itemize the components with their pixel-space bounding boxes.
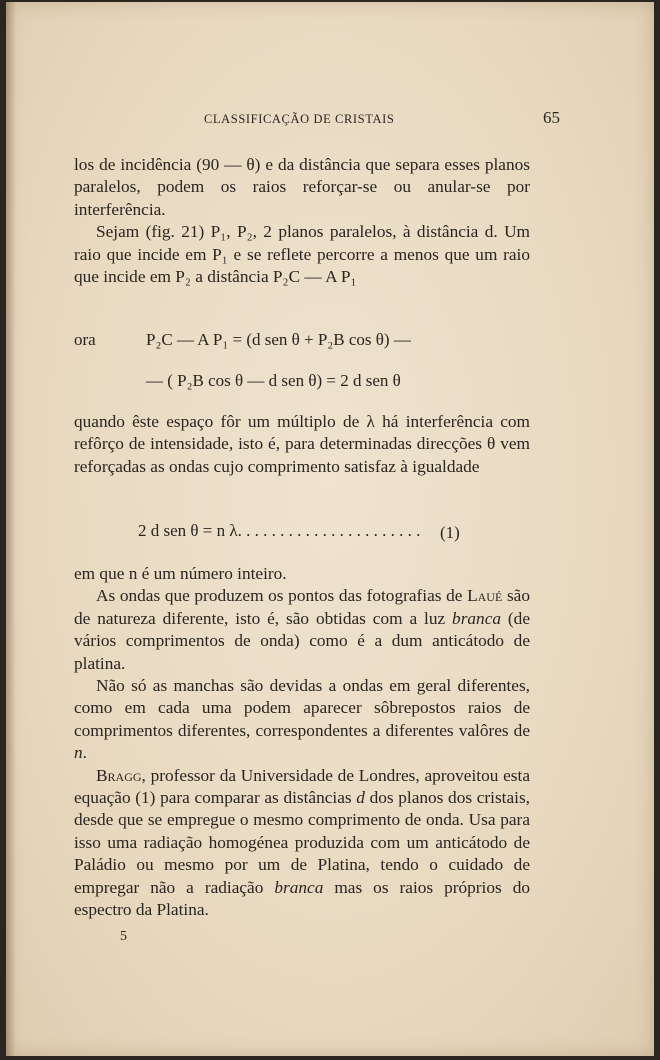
running-title: CLASSIFICAÇÃO DE CRISTAIS xyxy=(204,112,395,126)
paragraph-laue xyxy=(74,585,530,675)
laue-text-a: As ondas que produzem os pontos das fotografias de xyxy=(96,586,463,606)
bragg-text-b: dos planos dos cristais, desde que se empregue o mesmo comprimento de onda. Usa para isso uma radiação homogénea produzida com um anticátodo de Paládio ou mesmo por um de Platina, tendo o cuidado de empregar não a radiação xyxy=(74,788,530,897)
text-block-2 xyxy=(74,411,530,478)
italic-n: n xyxy=(74,743,83,763)
emphasis-branca: branca xyxy=(452,608,502,628)
running-header xyxy=(74,108,560,130)
paragraph-quando: quando êste espaço fôr um múltiplo de λ há interferência com refôrço de intensidade, isto é, para determinadas direcções θ vem reforçadas as ondas cujo comprimento satisfaz à igualdade xyxy=(74,412,530,476)
printer-signature-mark: 5 xyxy=(120,929,127,944)
bragg-text-c: mas os raios próprios do espectro da Platina. xyxy=(74,877,530,920)
emphasis-branca-2: branca xyxy=(274,877,324,897)
paragraph-sejam: Sejam (fig. 21) P₁, P₂, 2 planos paralelos, à distância d. Um raio que incide em P₁ e se reflete percorre a menos que um raio que incide em P₂ a distância P₂C — A P₁ xyxy=(74,222,530,287)
author-name-bragg: Bragg xyxy=(96,765,142,785)
italic-d: d xyxy=(356,788,365,808)
paragraph-continuation: los de incidência (90 — θ) e da distância que separa esses planos paralelos, podem os raios reforçar-se ou anular-se por interferência. xyxy=(74,155,530,219)
equation-number: (1) xyxy=(440,523,460,542)
equation-line-1: P₂C — A P₁ = (d sen θ + P₂B cos θ) — xyxy=(146,330,411,349)
page-spine-shadow xyxy=(6,2,16,1056)
page-number: 65 xyxy=(543,108,560,127)
manchas-text: Não só as manchas são devidas a ondas em geral diferentes, como em cada uma podem aparecer sôbrepostos raios de comprimentos diferentes, correspondentes a diferentes valôres de xyxy=(74,676,530,740)
equation-line-2: — ( P₂B cos θ — d sen θ) = 2 d sen θ xyxy=(146,371,401,390)
paragraph-manchas: Não só as manchas são devidas a ondas em geral diferentes, como em cada uma podem aparecer sôbrepostos raios de comprimentos diferentes, correspondentes a diferentes valôres de n. xyxy=(74,676,530,763)
author-name-laue: Laué xyxy=(467,586,503,606)
equation-lead-word: ora xyxy=(74,330,96,349)
laue-text-b: são de natureza diferente, isto é, são obtidas com a luz xyxy=(74,586,530,628)
text-block-1 xyxy=(74,154,530,288)
paragraph-em-que: em que n é um número inteiro. xyxy=(74,564,287,583)
paragraph-bragg xyxy=(74,765,530,922)
equation-bragg-law: 2 d sen θ = n λ. . . . . . . . . . . . . . . . . . . . . . xyxy=(138,521,421,540)
text-block-3 xyxy=(74,563,530,922)
bragg-text-a: , professor da Universidade de Londres, aproveitou esta equação (1) para comparar as distâncias xyxy=(74,765,530,808)
laue-text-c: (de vários comprimentos de onda) como é a dum anticátodo de platina. xyxy=(74,608,530,673)
